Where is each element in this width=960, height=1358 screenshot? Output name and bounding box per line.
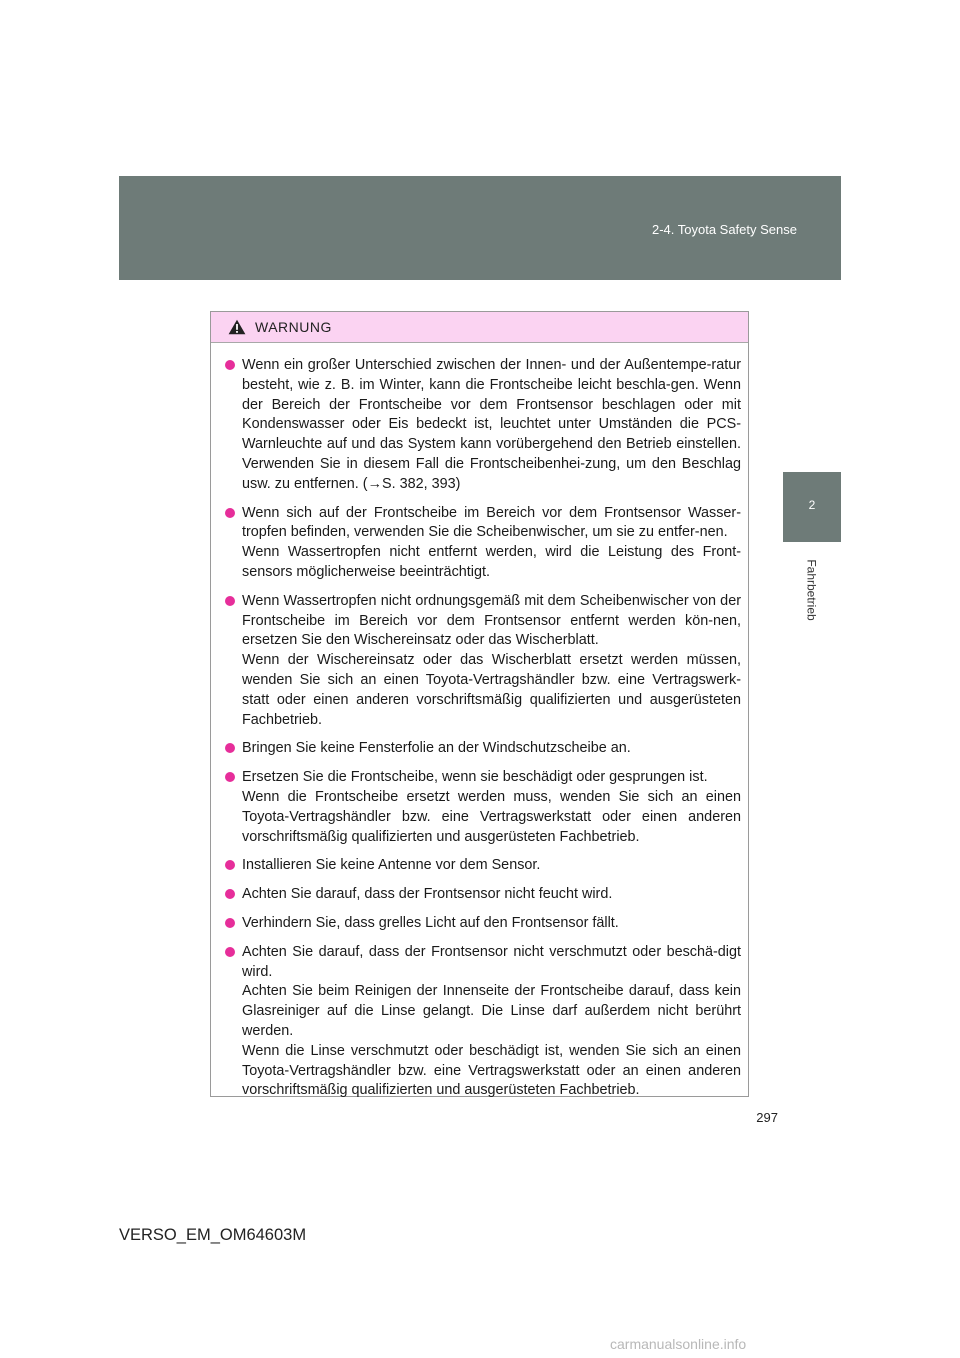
warning-paragraph: Wenn Wassertropfen nicht ordnungsgemäß mit dem Scheibenwischer von der Frontscheibe im Bereich vor dem Frontsensor entfernt werden kön-nen, ersetzen Sie den Wischereinsatz oder das Wischerblatt. [242, 592, 741, 649]
warning-item [224, 914, 741, 934]
bullet-icon [225, 596, 235, 606]
warning-list [211, 343, 748, 1101]
warning-header [211, 312, 748, 343]
warning-paragraph: Achten Sie darauf, dass der Frontsensor nicht feucht wird. [242, 886, 613, 903]
bullet-icon [225, 360, 235, 370]
bullet-icon [225, 743, 235, 753]
warning-item [224, 885, 741, 905]
warning-paragraph: Wenn ein großer Unterschied zwischen der Innen- und der Außentempe-ratur besteht, wie z. B. im Winter, kann die Frontscheibe leicht beschla-gen. Wenn der Bereich der Frontscheibe vor dem Frontsensor beschlagen oder mit Kondenswasser oder Eis bedeckt ist, leuchtet unter Umständen die PCS-Warnleuchte auf und das System kann vorübergehend den Betrieb einstellen. Verwenden Sie in diesem Fall die Frontscheibenhei-zung, um den Beschlag usw. zu entfernen. (→S. 382, 393) [242, 357, 741, 492]
warning-paragraph: Wenn Wassertropfen nicht entfernt werden, wird die Leistung des Front-sensors möglicherweise beeinträchtigt. [242, 544, 741, 580]
bullet-icon [225, 947, 235, 957]
warning-paragraph: Ersetzen Sie die Frontscheibe, wenn sie beschädigt oder gesprungen ist. [242, 769, 708, 786]
bullet-icon [225, 508, 235, 518]
warning-box [210, 311, 749, 1097]
warning-paragraph: Achten Sie beim Reinigen der Innenseite der Frontscheibe darauf, dass kein Glasreiniger auf die Linse gelangt. Die Linse darf außerdem nicht berührt werden. [242, 983, 741, 1039]
warning-paragraph: Wenn der Wischereinsatz oder das Wischerblatt ersetzt werden müssen, wenden Sie sich an einen Toyota-Vertragshändler bzw. eine Vertragswerk-statt oder einen anderen vorschriftsmäßig qualifizierten und ausgerüsteten Fachbetrieb. [242, 652, 741, 728]
warning-triangle-icon [228, 319, 246, 335]
warning-paragraph: Wenn die Frontscheibe ersetzt werden muss, wenden Sie sich an einen Toyota-Vertragshändler bzw. eine Vertragswerkstatt oder einen anderen vorschriftsmäßig qualifizierten und ausgerüsteten Fachbetrieb. [242, 788, 741, 845]
warning-item [224, 356, 741, 495]
chapter-label-container [787, 548, 837, 632]
bullet-icon [225, 772, 235, 782]
bullet-icon [225, 889, 235, 899]
warning-title: WARNUNG [255, 319, 332, 335]
warning-item [224, 504, 741, 583]
page-number: 297 [756, 1110, 778, 1125]
warning-paragraph: Wenn die Linse verschmutzt oder beschädigt ist, wenden Sie sich an einen Toyota-Vertragshändler bzw. eine Vertragswerkstatt oder an einen anderen vorschriftsmäßig qualifizierten und ausgerüsteten Fachbetrieb. [242, 1042, 741, 1099]
warning-item [224, 739, 741, 759]
watermark: carmanualsonline.info [610, 1336, 747, 1352]
document-code: VERSO_EM_OM64603M [119, 1226, 307, 1244]
warning-paragraph: Achten Sie darauf, dass der Frontsensor nicht verschmutzt oder beschä-digt wird. [242, 943, 741, 980]
header-band [119, 176, 841, 280]
section-title: 2-4. Toyota Safety Sense [651, 222, 797, 237]
warning-paragraph: Bringen Sie keine Fensterfolie an der Windschutzscheibe an. [242, 740, 631, 757]
warning-item [224, 943, 741, 1101]
warning-item [224, 592, 741, 731]
warning-paragraph: Verhindern Sie, dass grelles Licht auf den Frontsensor fällt. [242, 914, 619, 931]
warning-item [224, 768, 741, 847]
bullet-icon [225, 918, 235, 928]
warning-item [224, 856, 741, 876]
warning-paragraph: Installieren Sie keine Antenne vor dem Sensor. [242, 857, 541, 874]
chapter-label: Fahrbetrieb [805, 559, 819, 621]
chapter-tab [783, 472, 841, 542]
chapter-number: 2 [808, 498, 816, 512]
warning-paragraph: Wenn sich auf der Frontscheibe im Bereich vor dem Frontsensor Wasser-tropfen befinden, verwenden Sie die Scheibenwischer, um sie zu entfer-nen. [242, 504, 741, 541]
bullet-icon [225, 860, 235, 870]
